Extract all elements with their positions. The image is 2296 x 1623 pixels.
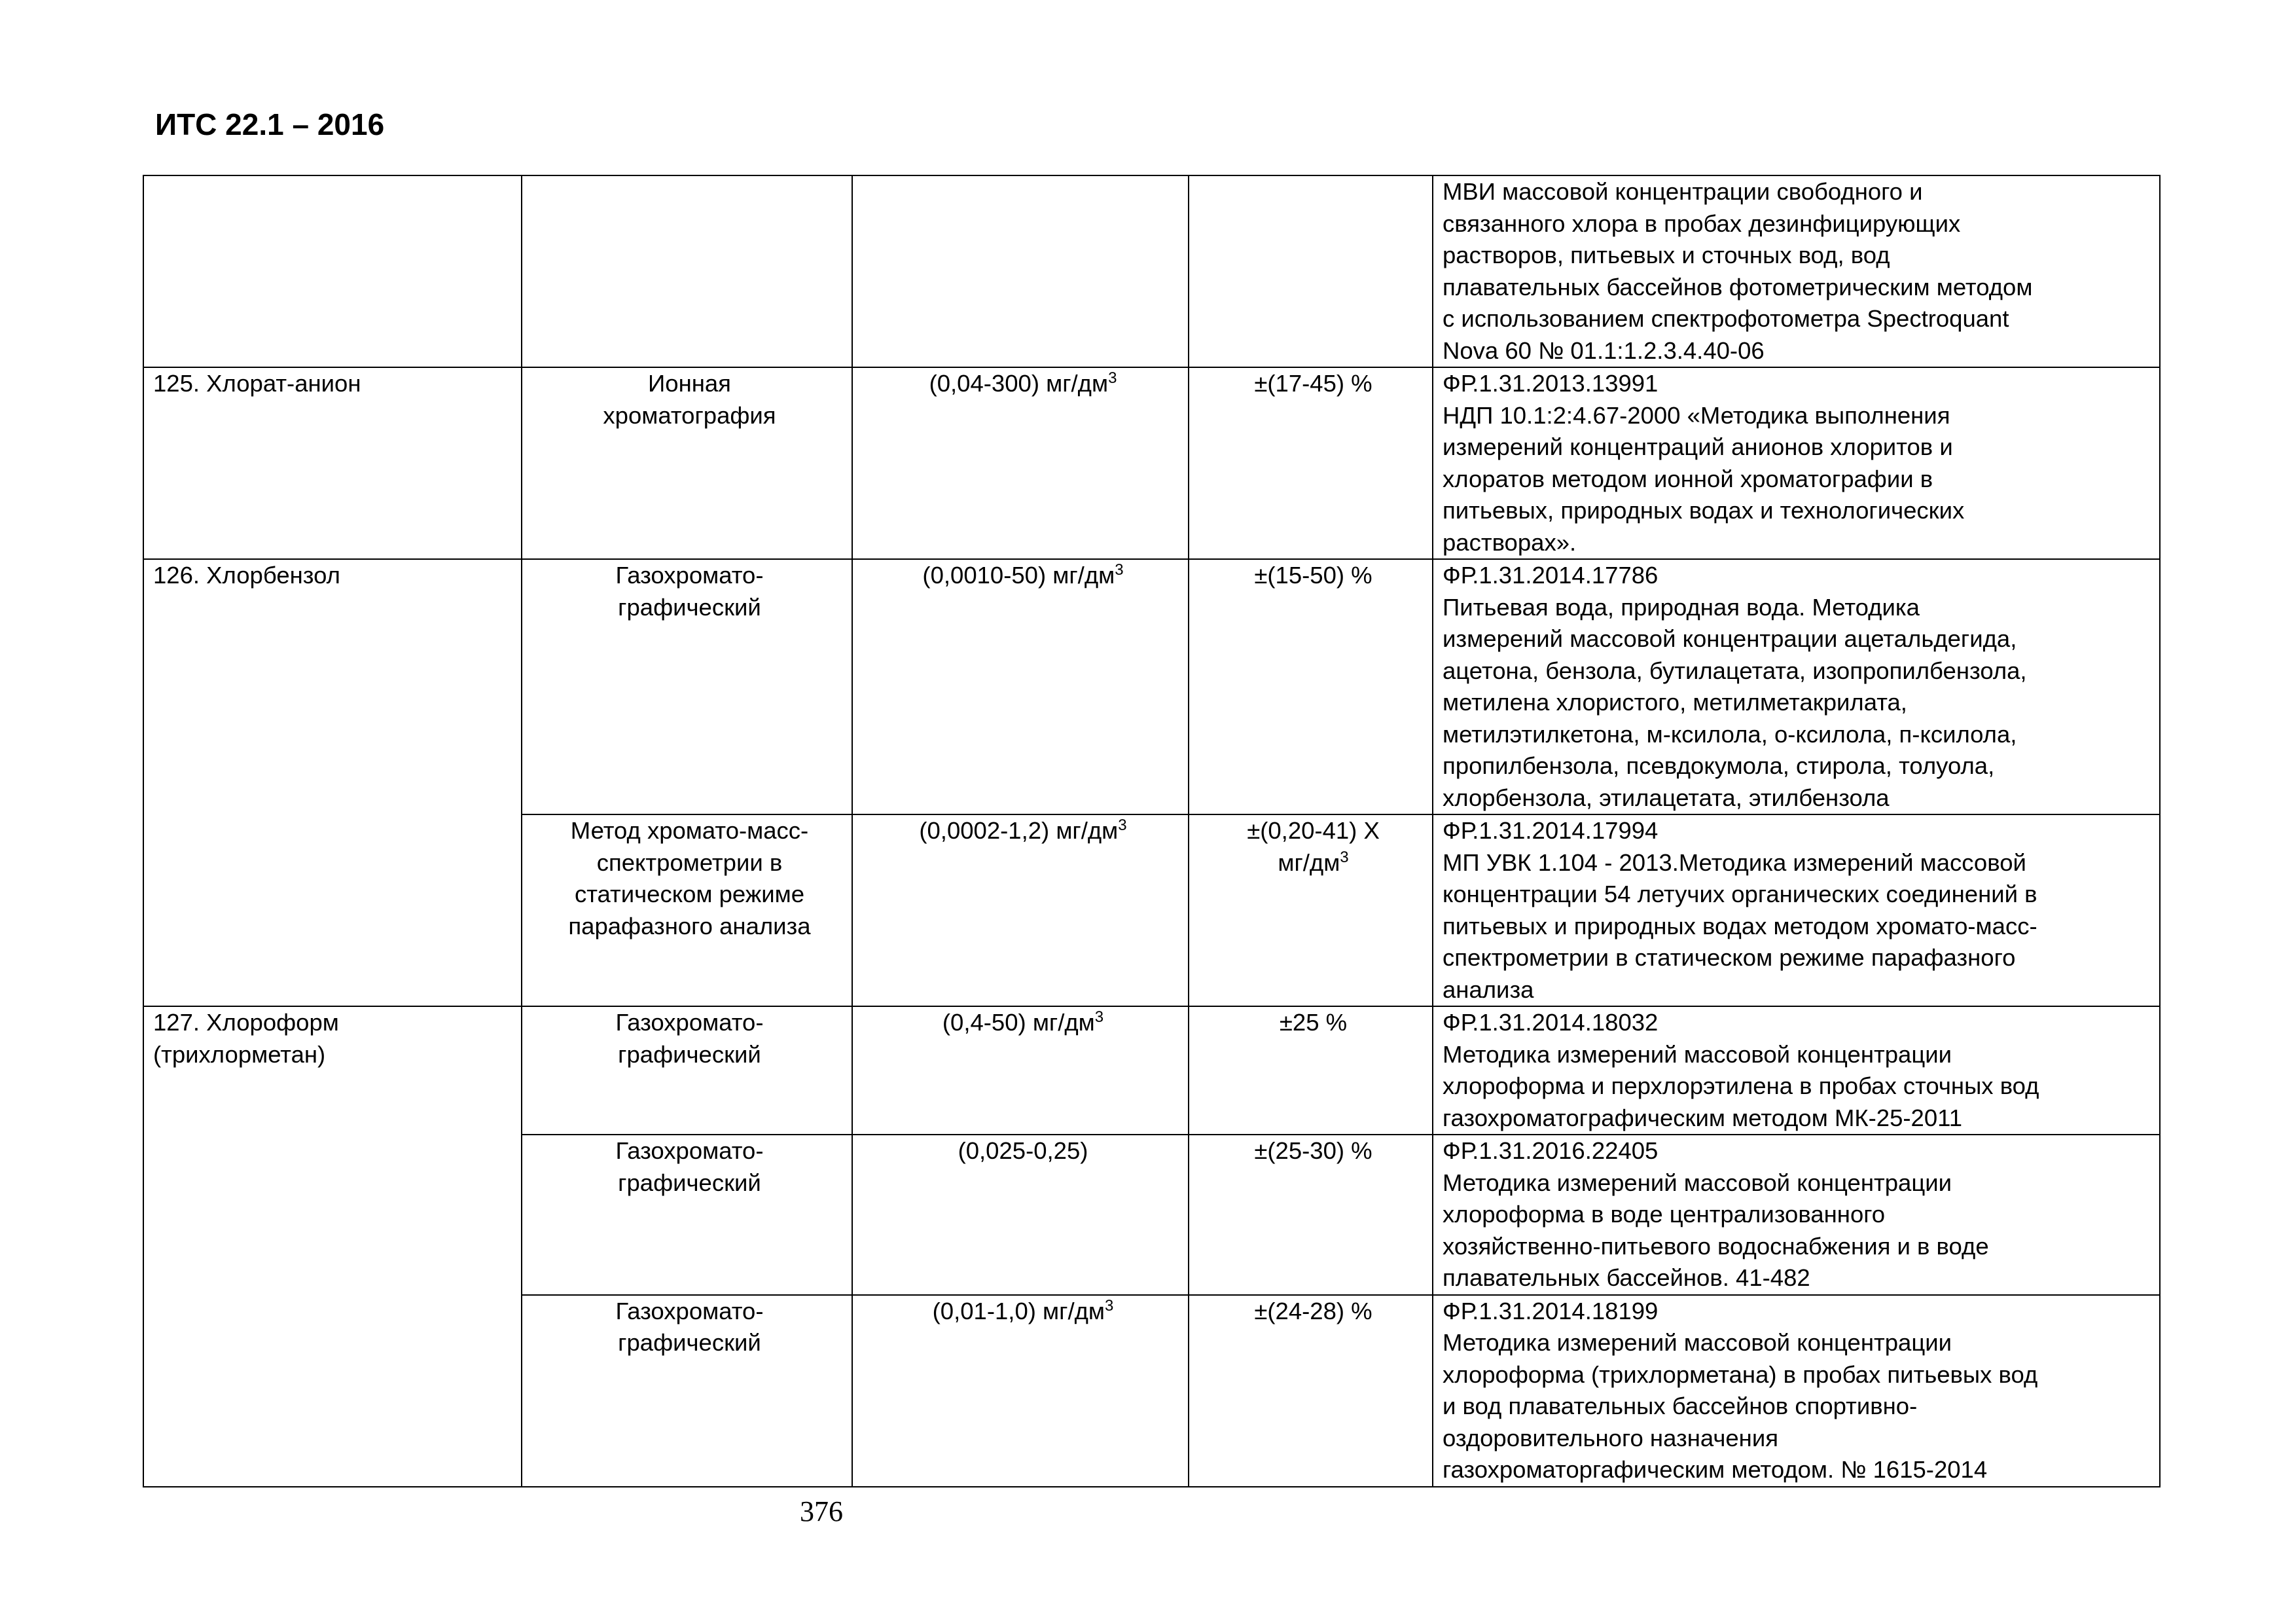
- substance-name: 126. Хлорбензол: [153, 562, 340, 589]
- method-line: оздоровительного назначения: [1443, 1424, 1778, 1451]
- technique-cell: [522, 814, 852, 1006]
- range-cell: [852, 367, 1189, 559]
- method-line: Методика измерений массовой концентрации: [1443, 1329, 1952, 1356]
- error-cell: [1189, 367, 1433, 559]
- error-cell: [1189, 814, 1433, 1006]
- method-line: НДП 10.1:2:4.67-2000 «Методика выполнения: [1443, 401, 1950, 429]
- technique-line: парафазного анализа: [568, 912, 811, 939]
- method-line: ФР.1.31.2014.17786: [1443, 562, 1659, 589]
- method-cell: [1433, 559, 2160, 814]
- error-value: ±(15-50) %: [1254, 562, 1372, 589]
- range-value: (0,025-0,25): [958, 1137, 1088, 1164]
- technique-line: Газохромато-: [615, 1009, 764, 1036]
- error-cell: [1189, 1135, 1433, 1295]
- technique-cell: [522, 175, 852, 367]
- range-superscript: 3: [1108, 369, 1117, 387]
- range-superscript: 3: [1115, 560, 1124, 579]
- range-value: [862, 368, 1184, 400]
- substance-cell: [143, 559, 522, 1006]
- method-line: ФР.1.31.2014.18199: [1443, 1297, 1659, 1324]
- substance-cell: [143, 1006, 522, 1487]
- method-line: плавательных бассейнов. 41-482: [1443, 1264, 1810, 1291]
- error-cell: [1189, 175, 1433, 367]
- error-cell: [1189, 1295, 1433, 1487]
- error-value: ±25 %: [1279, 1009, 1348, 1036]
- range-text: (0,0002-1,2) мг/дм: [919, 817, 1119, 844]
- page-number: 376: [800, 1495, 843, 1527]
- technique-cell: [522, 1295, 852, 1487]
- error-cell: [1189, 559, 1433, 814]
- range-cell: [852, 814, 1189, 1006]
- method-line: растворов, питьевых и сточных вод, вод: [1443, 242, 1890, 268]
- method-line: связанного хлора в пробах дезинфицирующих: [1443, 210, 1961, 237]
- method-cell: [1433, 1006, 2160, 1135]
- method-line: хлорбензола, этилацетата, этилбензола: [1443, 784, 1890, 811]
- method-line: МВИ массовой концентрации свободного и: [1443, 178, 1923, 205]
- method-line: метилэтилкетона, м-ксилола, о-ксилола, п-ксилола,: [1443, 720, 2017, 748]
- technique-line: графический: [618, 1040, 761, 1068]
- range-value: [862, 1007, 1184, 1039]
- substance-name: 125. Хлорат-анион: [153, 370, 361, 397]
- method-line: и вод плавательных бассейнов спортивно-: [1443, 1393, 1918, 1419]
- table-row-continuation: [143, 175, 2160, 367]
- range-cell: [852, 1135, 1189, 1295]
- error-value: ±(25-30) %: [1254, 1137, 1372, 1164]
- method-line: Методика измерений массовой концентрации: [1443, 1169, 1952, 1196]
- method-line: питьевых, природных водах и технологических: [1443, 497, 1965, 524]
- range-text: (0,04-300) мг/дм: [929, 370, 1109, 397]
- range-text: (0,01-1,0) мг/дм: [932, 1297, 1105, 1324]
- substance-name: 127. Хлороформ: [153, 1009, 339, 1036]
- method-cell: [1433, 1135, 2160, 1295]
- range-value: [862, 560, 1184, 592]
- method-line: питьевых и природных водах методом хромато-масс-: [1443, 912, 2037, 939]
- range-cell: [852, 175, 1189, 367]
- error-unit-text: мг/дм: [1278, 848, 1340, 876]
- method-cell: [1433, 1295, 2160, 1487]
- method-line: хозяйственно-питьевого водоснабжения и в воде: [1443, 1232, 1989, 1260]
- technique-line: графический: [618, 593, 761, 621]
- method-line: спектрометрии в статическом режиме парафазного: [1443, 944, 2016, 971]
- range-superscript: 3: [1104, 1296, 1114, 1315]
- method-line: хлороформа в воде централизованного: [1443, 1201, 1886, 1228]
- range-superscript: 3: [1118, 816, 1127, 834]
- technique-line: статическом режиме: [574, 881, 805, 907]
- method-line: хлороформа и перхлорэтилена в пробах сточных вод: [1443, 1072, 2039, 1099]
- technique-line: графический: [618, 1169, 761, 1196]
- error-value: ±(0,20-41) X: [1247, 817, 1380, 844]
- technique-line: Газохромато-: [615, 562, 764, 589]
- error-unit: [1198, 847, 1428, 879]
- substance-cell: [143, 175, 522, 367]
- technique-line: Газохромато-: [615, 1137, 764, 1164]
- method-cell: [1433, 175, 2160, 367]
- range-cell: [852, 1006, 1189, 1135]
- method-line: Nova 60 № 01.1:1.2.3.4.40-06: [1443, 337, 1765, 364]
- method-line: ФР.1.31.2013.13991: [1443, 370, 1659, 397]
- method-line: хлороформа (трихлорметана) в пробах питьевых вод: [1443, 1360, 2038, 1388]
- method-line: метилена хлористого, метилметакрилата,: [1443, 689, 1907, 716]
- method-line: растворах».: [1443, 528, 1577, 556]
- technique-line: Ионная: [648, 370, 731, 397]
- method-line: газохроматографическим методом МК-25-2011: [1443, 1104, 1963, 1131]
- technique-cell: [522, 1135, 852, 1295]
- technique-line: графический: [618, 1329, 761, 1356]
- range-text: (0,0010-50) мг/дм: [922, 562, 1115, 589]
- range-value: [862, 1296, 1184, 1328]
- technique-cell: [522, 1006, 852, 1135]
- method-line: анализа: [1443, 976, 1534, 1003]
- table-row-126: [143, 559, 2160, 814]
- range-text: (0,4-50) мг/дм: [942, 1009, 1095, 1036]
- error-superscript: 3: [1340, 848, 1349, 866]
- technique-line: хроматография: [603, 401, 776, 429]
- technique-cell: [522, 559, 852, 814]
- method-line: пропилбензола, псевдокумола, стирола, толуола,: [1443, 752, 1995, 779]
- substance-name: (трихлорметан): [153, 1040, 326, 1068]
- method-cell: [1433, 814, 2160, 1006]
- method-line: плавательных бассейнов фотометрическим методом: [1443, 273, 2033, 301]
- range-cell: [852, 559, 1189, 814]
- document-header: ИТС 22.1 – 2016: [155, 107, 385, 141]
- method-line: ФР.1.31.2014.17994: [1443, 817, 1659, 844]
- method-line: МП УВК 1.104 - 2013.Методика измерений массовой: [1443, 848, 2026, 876]
- method-line: ФР.1.31.2016.22405: [1443, 1137, 1659, 1164]
- method-line: ФР.1.31.2014.18032: [1443, 1009, 1659, 1036]
- technique-line: спектрометрии в: [596, 848, 783, 876]
- method-cell: [1433, 367, 2160, 559]
- method-line: с использованием спектрофотометра Spectroquant: [1443, 305, 2009, 332]
- method-line: Методика измерений массовой концентрации: [1443, 1040, 1952, 1068]
- method-line: хлоратов методом ионной хроматографии в: [1443, 465, 1933, 492]
- error-value: ±(17-45) %: [1254, 370, 1372, 397]
- table-row-125: [143, 367, 2160, 559]
- method-line: Питьевая вода, природная вода. Методика: [1443, 593, 1920, 621]
- error-value: ±(24-28) %: [1254, 1297, 1372, 1324]
- range-cell: [852, 1295, 1189, 1487]
- method-line: газохроматоргафическим методом. № 1615-2014: [1443, 1456, 1988, 1483]
- method-line: измерений концентраций анионов хлоритов и: [1443, 433, 1953, 460]
- method-line: ацетона, бензола, бутилацетата, изопропилбензола,: [1443, 657, 2027, 684]
- error-cell: [1189, 1006, 1433, 1135]
- method-line: концентрации 54 летучих органических соединений в: [1443, 881, 2037, 907]
- technique-line: Газохромато-: [615, 1297, 764, 1324]
- table-row-127: [143, 1006, 2160, 1135]
- range-value: [862, 815, 1184, 847]
- substance-cell: [143, 367, 522, 559]
- measurement-methods-table: [143, 175, 2161, 1487]
- technique-cell: [522, 367, 852, 559]
- method-line: измерений массовой концентрации ацетальдегида,: [1443, 625, 2017, 652]
- technique-line: Метод хромато-масс-: [570, 817, 809, 844]
- range-superscript: 3: [1094, 1008, 1104, 1026]
